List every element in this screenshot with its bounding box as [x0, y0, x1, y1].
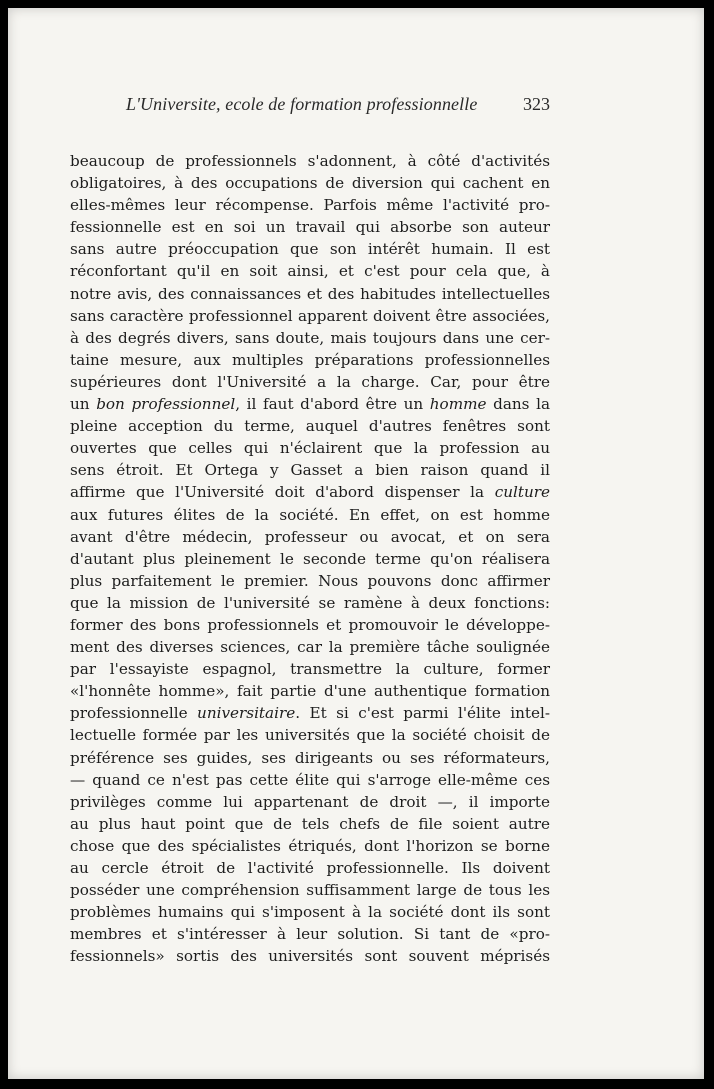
text-line: au plus haut point que de tels chefs de file soient autre [70, 814, 550, 833]
text-segment: un [70, 395, 97, 414]
text-line: beaucoup de professionnels s'adonnent, à côté d'activités [70, 152, 550, 170]
emphasis-homme: homme [429, 395, 487, 414]
text-line: ouvertes que celles qui n'éclairent que la profession au [70, 439, 550, 458]
text-segment: affirme que l'Université doit d'abord dispenser la [70, 483, 495, 502]
text-line: réconfortant qu'il en soit ainsi, et c'est pour cela que, à [70, 262, 550, 281]
book-page [8, 8, 704, 1079]
text-line: elles-mêmes leur récompense. Parfois même l'activité pro- [70, 196, 550, 215]
running-title: L'Universite, ecole de formation professionnelle [126, 94, 478, 114]
text-segment: professionnelle [70, 704, 198, 723]
body-text [70, 150, 550, 967]
text-line: que la mission de l'université se ramène à deux fonctions: [70, 593, 550, 612]
text-line: par l'essayiste espagnol, transmettre la culture, former [70, 660, 550, 679]
text-line: à des degrés divers, sans doute, mais toujours dans une cer- [70, 328, 550, 347]
text-line [70, 393, 550, 415]
text-line: — quand ce n'est pas cette élite qui s'arroge elle-même ces [70, 770, 550, 789]
text-line: taine mesure, aux multiples préparations professionnelles [70, 350, 550, 369]
text-segment: . Et si c'est parmi l'élite intel- [295, 704, 550, 723]
text-line: sens étroit. Et Ortega y Gasset a bien raison quand il [70, 461, 550, 480]
text-line: notre avis, des connaissances et des habitudes intellectuelles [70, 284, 550, 303]
text-line: membres et s'intéresser à leur solution. Si tant de «pro- [70, 925, 550, 944]
text-line: former des bons professionnels et promouvoir le développe- [70, 615, 550, 634]
text-line: lectuelle formée par les universités que la société choisit de [70, 726, 550, 745]
text-line: problèmes humains qui s'imposent à la société dont ils sont [70, 903, 550, 922]
text-line [70, 702, 550, 724]
text-line: sans autre préoccupation que son intérêt humain. Il est [70, 240, 550, 259]
text-line: fessionnelle est en soi un travail qui absorbe son auteur [70, 218, 550, 237]
text-line: pleine acception du terme, auquel d'autres fenêtres sont [70, 417, 550, 436]
text-line [70, 481, 550, 503]
text-line: privilèges comme lui appartenant de droit —, il importe [70, 792, 550, 811]
text-segment: , il faut d'abord être un [235, 395, 430, 414]
text-line: supérieures dont l'Université a la charge. Car, pour être [70, 372, 550, 391]
text-line: aux futures élites de la société. En effet, on est homme [70, 505, 550, 524]
emphasis-universitaire: universitaire [197, 704, 296, 723]
text-line: obligatoires, à des occupations de diversion qui cachent en [70, 174, 550, 193]
text-line: au cercle étroit de l'activité professionnelle. Ils doivent [70, 859, 550, 877]
text-line: «l'honnête homme», fait partie d'une authentique formation [70, 682, 550, 701]
page-number: 323 [523, 94, 550, 114]
text-line: sans caractère professionnel apparent doivent être associées, [70, 306, 550, 325]
text-line: posséder une compréhension suffisamment large de tous les [70, 881, 550, 900]
text-line: avant d'être médecin, professeur ou avocat, et on sera [70, 527, 550, 546]
text-line: ment des diverses sciences, car la première tâche soulignée [70, 638, 550, 657]
text-segment: dans la [486, 395, 550, 414]
text-line: préférence ses guides, ses dirigeants ou ses réformateurs, [70, 748, 550, 767]
emphasis-bon-professionnel: bon professionnel [96, 395, 236, 414]
text-line: chose que des spécialistes étriqués, dont l'horizon se borne [70, 836, 550, 855]
emphasis-culture: culture [494, 483, 550, 502]
text-line: fessionnels» sortis des universités sont souvent méprisés [70, 947, 550, 966]
text-line: plus parfaitement le premier. Nous pouvons donc affirmer [70, 571, 550, 590]
text-line: d'autant plus pleinement le seconde terme qu'on réalisera [70, 549, 550, 568]
page-header [126, 94, 550, 122]
